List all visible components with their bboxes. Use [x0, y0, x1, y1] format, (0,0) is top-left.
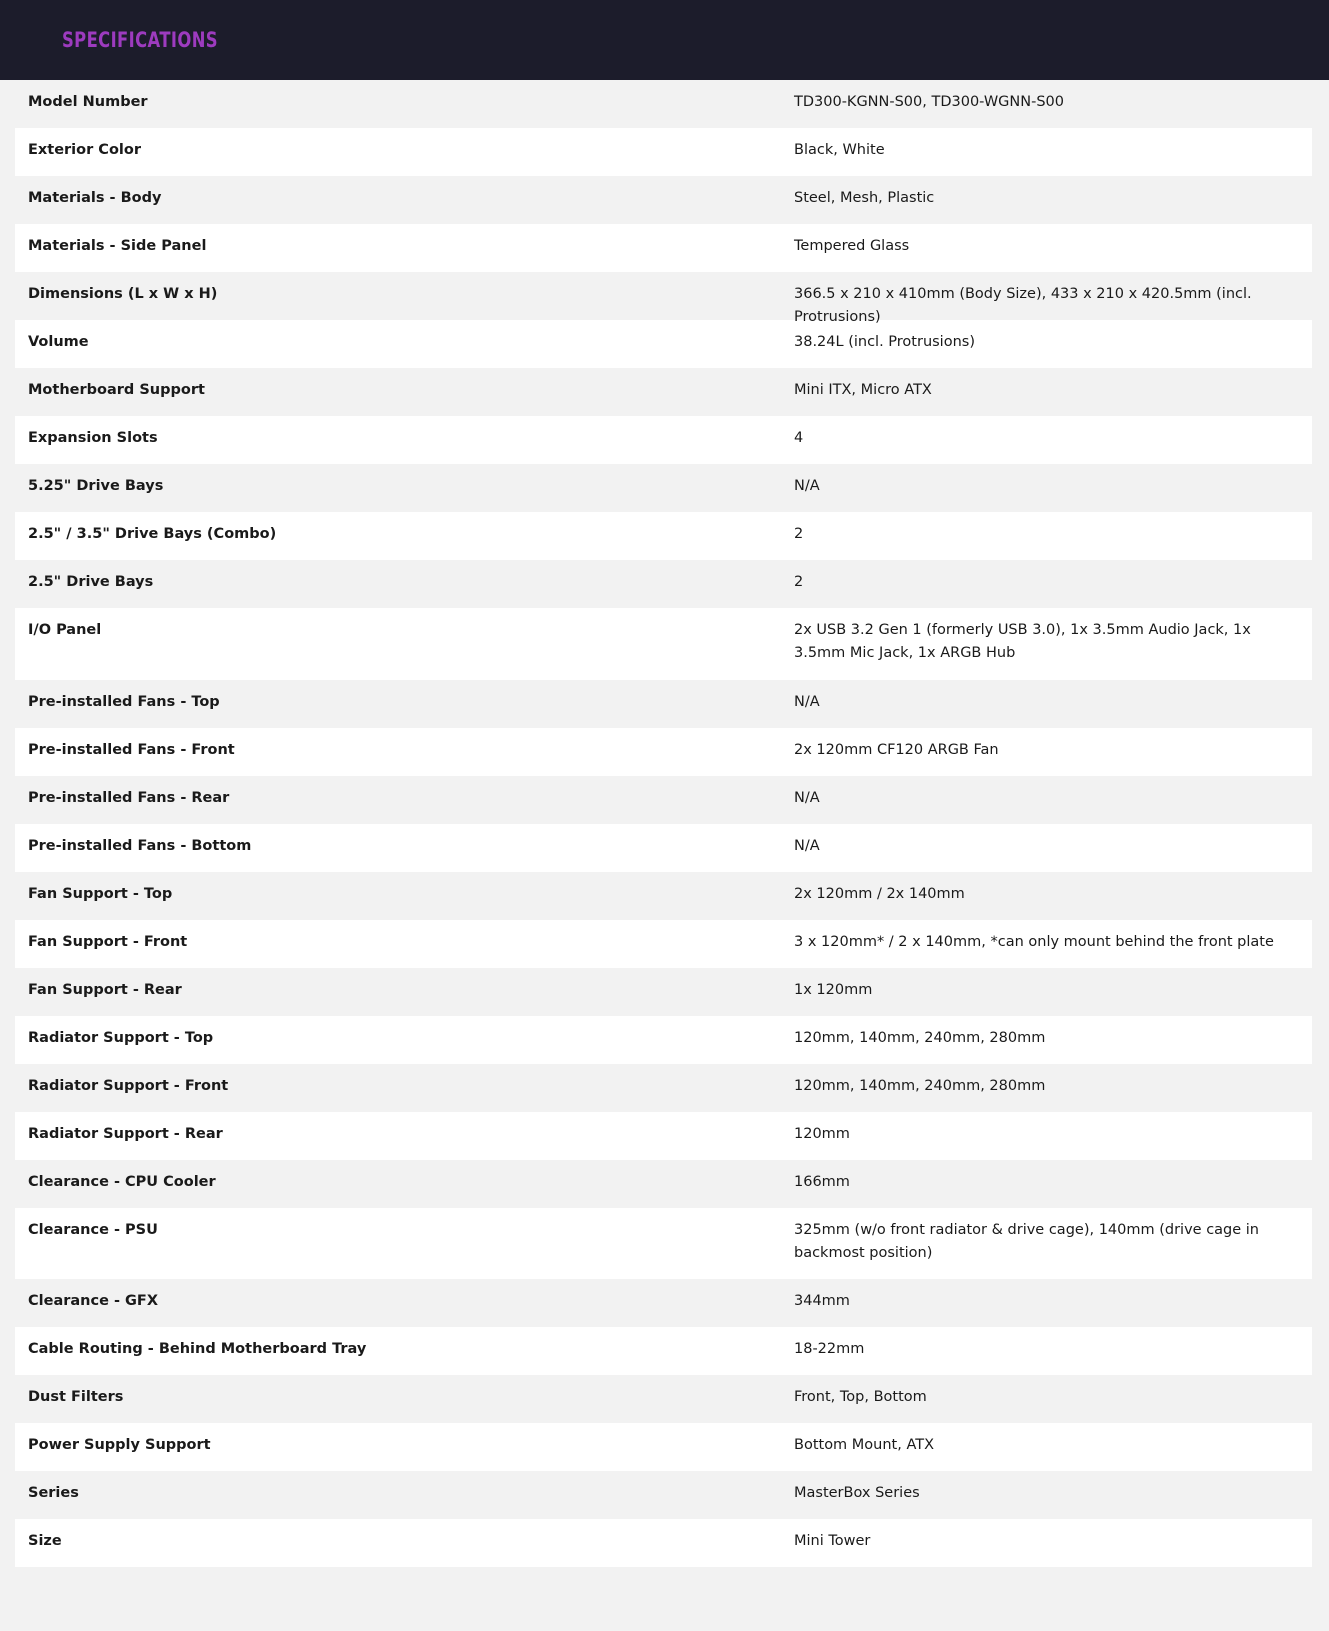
spec-row-clearance-psu: [15, 1208, 1312, 1279]
spec-row-motherboard-support: [15, 368, 1312, 416]
spec-label: Materials - Side Panel: [28, 238, 207, 254]
spec-label: Power Supply Support: [28, 1437, 211, 1453]
spec-label: Pre-installed Fans - Bottom: [28, 838, 252, 854]
spec-label: Series: [28, 1485, 79, 1501]
spec-value: 2: [794, 526, 804, 542]
spec-label: Pre-installed Fans - Rear: [28, 790, 230, 806]
spec-row-fans-rear: [15, 776, 1312, 824]
spec-value: 2x USB 3.2 Gen 1 (formerly USB 3.0), 1x 3.5mm Audio Jack, 1x 3.5mm Mic Jack, 1x ARGB Hub: [794, 622, 1251, 661]
spec-label: Size: [28, 1533, 62, 1549]
spec-row-fans-top: [15, 680, 1312, 728]
spec-value: 344mm: [794, 1293, 850, 1309]
spec-value: Mini Tower: [794, 1533, 871, 1549]
spec-value: 4: [794, 430, 804, 446]
spec-value: 166mm: [794, 1174, 850, 1190]
spec-label: Dust Filters: [28, 1389, 124, 1405]
spec-value: Bottom Mount, ATX: [794, 1437, 935, 1453]
spec-label: Clearance - PSU: [28, 1222, 158, 1238]
spec-label: Motherboard Support: [28, 382, 205, 398]
spec-row-size: [15, 1519, 1312, 1567]
spec-row-dust-filters: [15, 1375, 1312, 1423]
spec-label: Clearance - GFX: [28, 1293, 159, 1309]
spec-row-fan-support-rear: [15, 968, 1312, 1016]
spec-row-model-number: [15, 80, 1312, 128]
spec-value: N/A: [794, 478, 820, 494]
spec-label: I/O Panel: [28, 622, 102, 638]
spec-value: Mini ITX, Micro ATX: [794, 382, 932, 398]
spec-value: 366.5 x 210 x 410mm (Body Size), 433 x 210 x 420.5mm (incl. Protrusions): [794, 286, 1252, 325]
spec-value: N/A: [794, 694, 820, 710]
spec-row-power-supply: [15, 1423, 1312, 1471]
spec-value: 2x 120mm / 2x 140mm: [794, 886, 965, 902]
spec-value: N/A: [794, 790, 820, 806]
spec-row-clearance-gfx: [15, 1279, 1312, 1327]
spec-row-materials-body: [15, 176, 1312, 224]
spec-label: 2.5" / 3.5" Drive Bays (Combo): [28, 526, 277, 542]
spec-value: 1x 120mm: [794, 982, 873, 998]
spec-label: Dimensions (L x W x H): [28, 286, 218, 302]
spec-label: Pre-installed Fans - Front: [28, 742, 235, 758]
spec-value: 325mm (w/o front radiator & drive cage), 140mm (drive cage in backmost position): [794, 1222, 1259, 1261]
spec-label: 2.5" Drive Bays: [28, 574, 154, 590]
spec-value: Black, White: [794, 142, 885, 158]
spec-value: 120mm: [794, 1126, 850, 1142]
spec-label: Model Number: [28, 94, 148, 110]
spec-row-fans-front: [15, 728, 1312, 776]
spec-row-fans-bottom: [15, 824, 1312, 872]
spec-row-fan-support-front: [15, 920, 1312, 968]
page-title: SPECIFICATIONS: [62, 28, 218, 52]
spec-row-cable-routing: [15, 1327, 1312, 1375]
spec-row-radiator-top: [15, 1016, 1312, 1064]
spec-label: Exterior Color: [28, 142, 141, 158]
spec-label: Fan Support - Front: [28, 934, 188, 950]
spec-label: Radiator Support - Top: [28, 1030, 214, 1046]
spec-row-combo-drive-bays: [15, 512, 1312, 560]
spec-label: 5.25" Drive Bays: [28, 478, 164, 494]
spec-value: 120mm, 140mm, 240mm, 280mm: [794, 1030, 1046, 1046]
spec-label: Fan Support - Rear: [28, 982, 182, 998]
spec-value: Tempered Glass: [794, 238, 910, 254]
spec-label: Radiator Support - Rear: [28, 1126, 223, 1142]
spec-row-expansion-slots: [15, 416, 1312, 464]
spec-label: Expansion Slots: [28, 430, 158, 446]
spec-value: TD300-KGNN-S00, TD300-WGNN-S00: [794, 94, 1064, 110]
spec-value: 18-22mm: [794, 1341, 865, 1357]
spec-value: 3 x 120mm* / 2 x 140mm, *can only mount behind the front plate: [794, 934, 1274, 950]
spec-row-radiator-rear: [15, 1112, 1312, 1160]
spec-row-io-panel: [15, 608, 1312, 680]
spec-table: [15, 80, 1312, 1567]
specifications-header: [0, 0, 1329, 80]
spec-value: 2: [794, 574, 804, 590]
spec-row-clearance-cpu: [15, 1160, 1312, 1208]
spec-row-exterior-color: [15, 128, 1312, 176]
spec-label: Clearance - CPU Cooler: [28, 1174, 216, 1190]
spec-label: Cable Routing - Behind Motherboard Tray: [28, 1341, 367, 1357]
spec-value: Front, Top, Bottom: [794, 1389, 927, 1405]
spec-row-dimensions: [15, 272, 1312, 325]
spec-row-25-drive-bays: [15, 560, 1312, 608]
spec-row-fan-support-top: [15, 872, 1312, 920]
spec-label: Radiator Support - Front: [28, 1078, 229, 1094]
spec-row-525-drive-bays: [15, 464, 1312, 512]
spec-value: Steel, Mesh, Plastic: [794, 190, 935, 206]
spec-label: Pre-installed Fans - Top: [28, 694, 220, 710]
spec-row-radiator-front: [15, 1064, 1312, 1112]
spec-value: 2x 120mm CF120 ARGB Fan: [794, 742, 999, 758]
spec-label: Materials - Body: [28, 190, 162, 206]
spec-value: N/A: [794, 838, 820, 854]
spec-value: MasterBox Series: [794, 1485, 920, 1501]
spec-value: 120mm, 140mm, 240mm, 280mm: [794, 1078, 1046, 1094]
spec-label: Volume: [28, 334, 89, 350]
spec-label: Fan Support - Top: [28, 886, 173, 902]
spec-row-materials-side-panel: [15, 224, 1312, 272]
spec-value: 38.24L (incl. Protrusions): [794, 334, 975, 350]
spec-row-series: [15, 1471, 1312, 1519]
